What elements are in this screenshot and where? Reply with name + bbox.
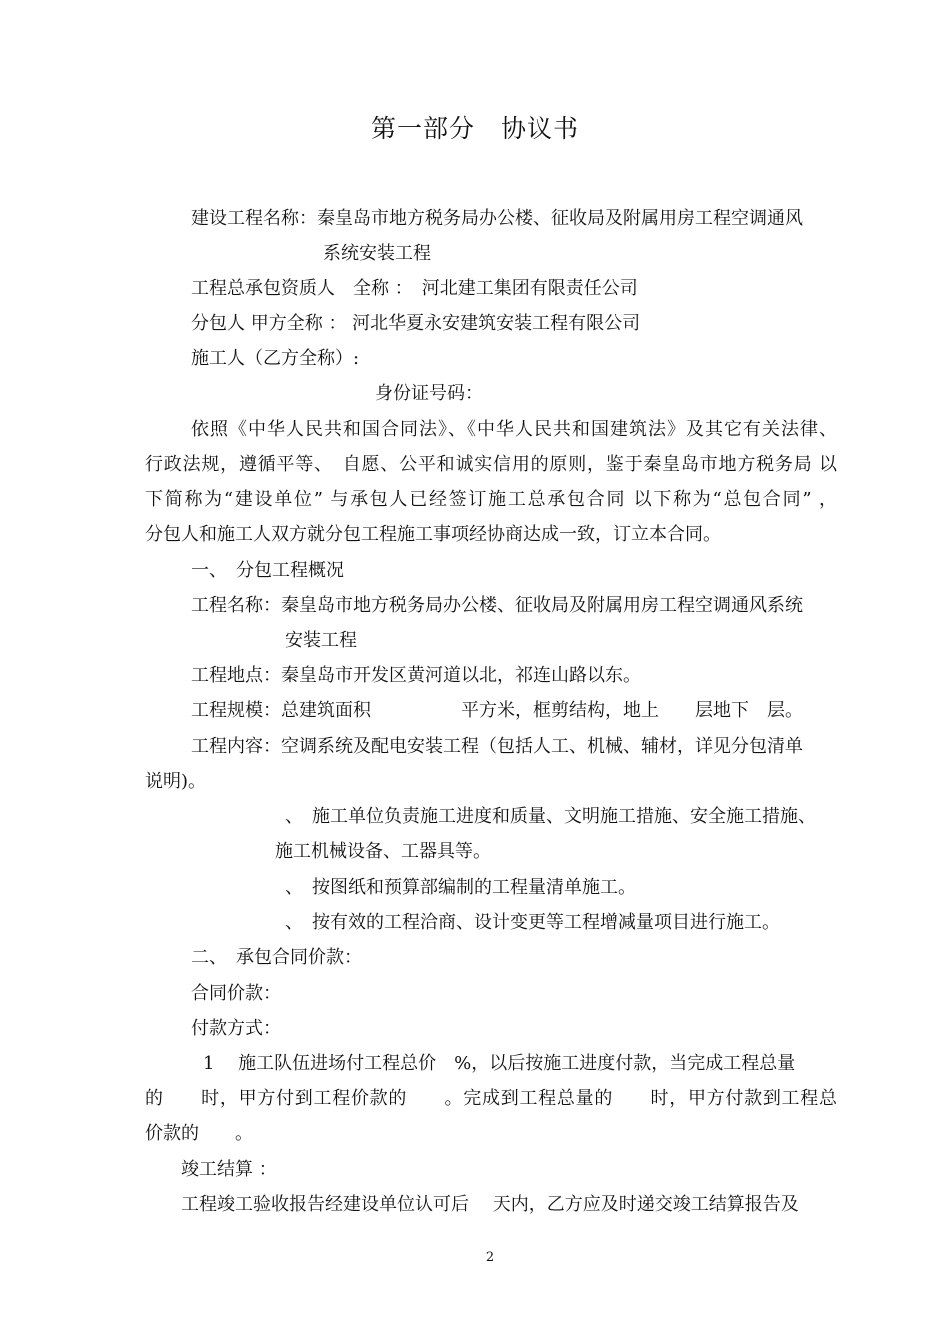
intro-line-4: 分包人和施工人双方就分包工程施工事项经协商达成一致，订立本合同。 <box>145 524 721 545</box>
s1-scale: 工程规模：总建筑面积 平方米，框剪结构，地上 层地下 层。 <box>191 700 803 721</box>
s1-item1-line2: 施工机械设备、工器具等。 <box>275 841 491 862</box>
s1-item1-line1: 、 施工单位负责施工进度和质量、文明施工措施、安全施工措施、 <box>285 806 816 827</box>
payment-line3: 价款的 。 <box>145 1123 253 1144</box>
payment-line1: 1 施工队伍进场付工程总价 %，以后按施工进度付款，当完成工程总量 <box>203 1053 796 1074</box>
final-settlement-heading: 竣工结算 ： <box>181 1159 277 1180</box>
payment-line2: 的 时，甲方付到工程价款的 。完成到工程总量的 时，甲方付款到工程总 <box>145 1088 837 1109</box>
intro-line-3: 下简称为“建设单位” 与承包人已经签订施工总承包合同 以下称为“总包合同” ， <box>145 489 837 510</box>
intro-line-1: 依照《中华人民共和国合同法》、《中华人民共和国建筑法》及其它有关法律、 <box>191 419 837 440</box>
s1-name-line1: 工程名称：秦皇岛市地方税务局办公楼、征收局及附属用房工程空调通风系统 <box>191 595 803 616</box>
subcontractor: 分包人 甲方全称 ： 河北华夏永安建筑安装工程有限公司 <box>191 313 641 334</box>
project-name-line1: 建设工程名称：秦皇岛市地方税务局办公楼、征收局及附属用房工程空调通风 <box>191 208 803 229</box>
general-contractor: 工程总承包资质人 全称 ： 河北建工集团有限责任公司 <box>191 278 638 299</box>
s1-item2: 、 按图纸和预算部编制的工程量清单施工。 <box>285 877 636 898</box>
section1-heading: 一、 分包工程概况 <box>191 560 344 581</box>
page-number: 2 <box>485 1250 495 1265</box>
builder: 施工人（乙方全称）: <box>191 348 360 369</box>
id-number: 身份证号码： <box>375 383 483 404</box>
intro-line-2: 行政法规，遵循平等、 自愿、公平和诚实信用的原则，鉴于秦皇岛市地方税务局 以 <box>145 454 837 475</box>
contract-price: 合同价款： <box>191 983 281 1004</box>
s1-content-line2: 说明)。 <box>145 771 207 792</box>
final-settlement-body: 工程竣工验收报告经建设单位认可后 天内，乙方应及时递交竣工结算报告及 <box>181 1194 799 1215</box>
s1-location: 工程地点：秦皇岛市开发区黄河道以北，祁连山路以东。 <box>191 665 641 686</box>
payment-method: 付款方式： <box>191 1018 281 1039</box>
section2-heading: 二、 承包合同价款： <box>191 947 362 968</box>
project-name-line2: 系统安装工程 <box>323 243 431 264</box>
s1-item3: 、 按有效的工程洽商、设计变更等工程增减量项目进行施工。 <box>285 912 780 933</box>
page-title: 第一部分 协议书 <box>370 114 579 143</box>
s1-name-line2: 安装工程 <box>285 630 357 651</box>
s1-content-line1: 工程内容：空调系统及配电安装工程（包括人工、机械、辅材，详见分包清单 <box>191 736 803 757</box>
